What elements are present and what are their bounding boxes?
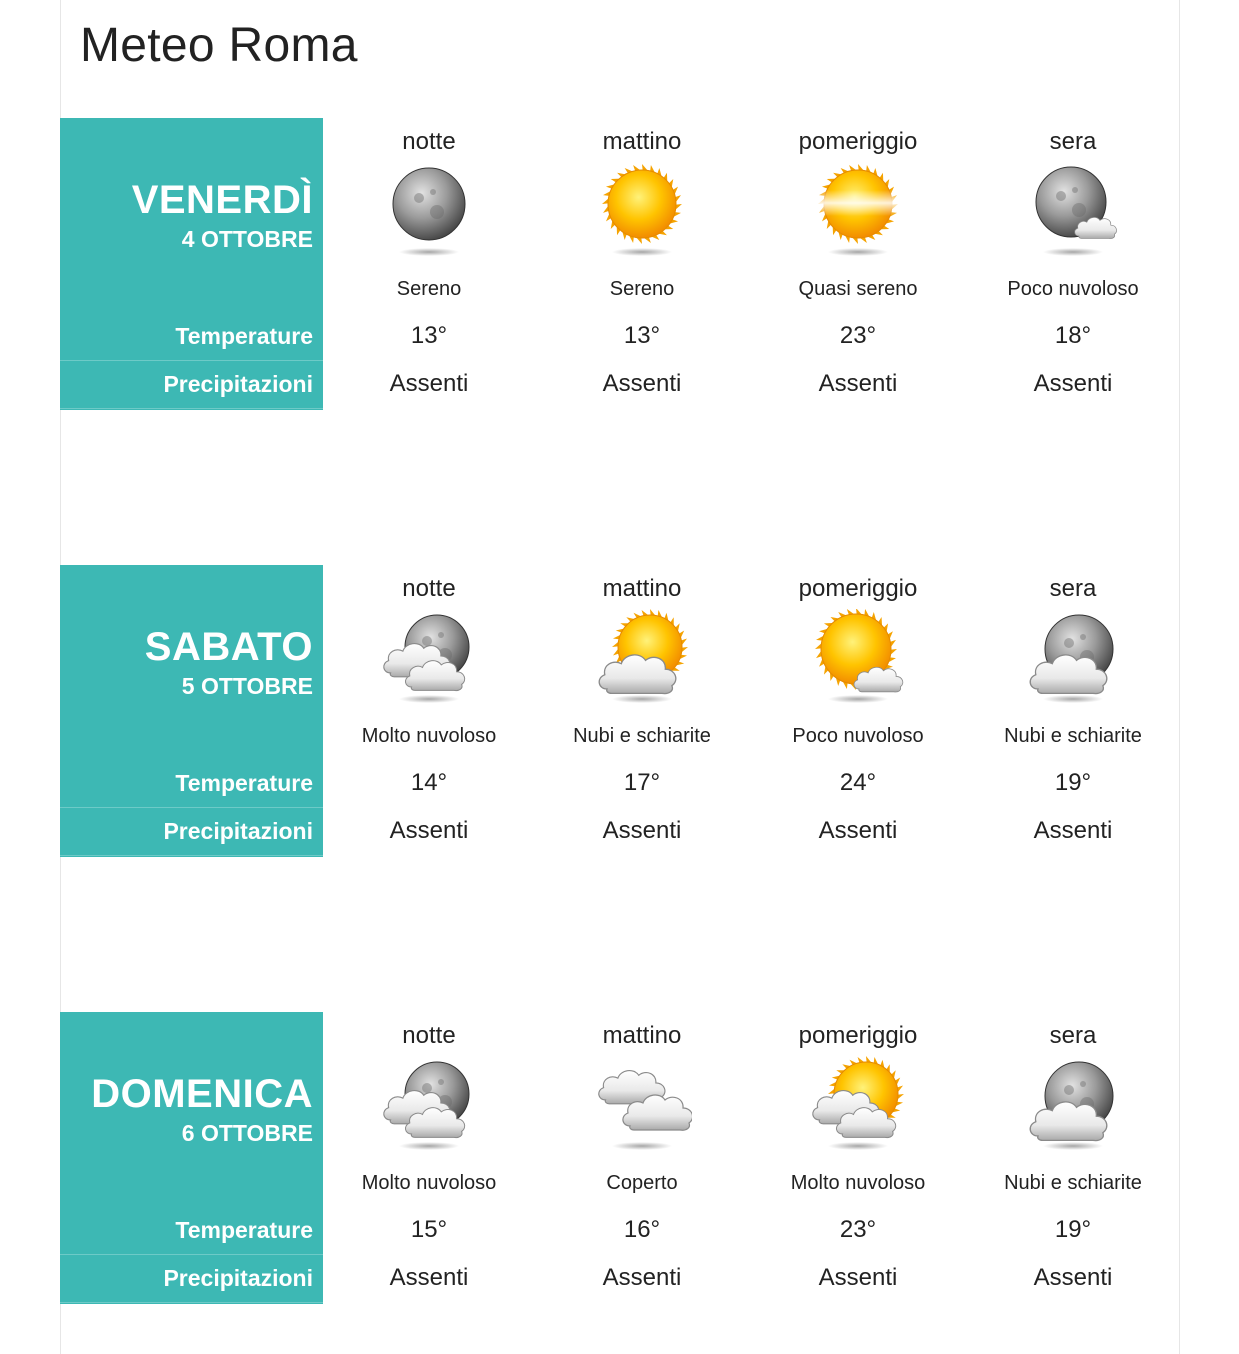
weather-description: Molto nuvoloso (361, 725, 497, 747)
temperature-value: 13° (410, 322, 448, 349)
period-column-notte (324, 565, 534, 857)
precipitation-value: Assenti (389, 817, 469, 844)
period-column-pomeriggio (753, 118, 963, 410)
day-forecast (60, 1012, 1180, 1304)
temperature-value: 15° (410, 1216, 448, 1243)
precipitation-value: Assenti (602, 370, 682, 397)
period-column-sera (968, 1012, 1178, 1304)
temperature-label: Temperature (175, 1217, 313, 1243)
temperature-value: 23° (839, 1216, 877, 1243)
day-header-panel (60, 118, 323, 410)
moon-cloud-icon (1023, 609, 1123, 705)
moon-small-cloud-icon (1023, 162, 1123, 258)
sun-cloud-icon (592, 609, 692, 705)
sun-small-cloud-icon (808, 609, 908, 705)
temperature-value: 13° (623, 322, 661, 349)
precipitation-value: Assenti (1033, 817, 1113, 844)
weather-description: Nubi e schiarite (1004, 725, 1142, 747)
temperature-value: 19° (1054, 1216, 1092, 1243)
weather-description: Poco nuvoloso (792, 725, 924, 747)
period-column-sera (968, 118, 1178, 410)
period-name: sera (1049, 128, 1097, 155)
precipitation-value: Assenti (818, 370, 898, 397)
precipitation-value: Assenti (818, 817, 898, 844)
period-name: sera (1049, 1022, 1097, 1049)
day-name: VENERDÌ (131, 178, 313, 222)
period-column-notte (324, 1012, 534, 1304)
divider (60, 807, 323, 808)
divider (60, 1302, 323, 1303)
sun-icon (592, 162, 692, 258)
day-forecast (60, 565, 1180, 857)
precipitation-value: Assenti (389, 1264, 469, 1291)
weather-description: Molto nuvoloso (790, 1172, 926, 1194)
weather-description: Poco nuvoloso (1007, 278, 1139, 300)
period-column-mattino (537, 1012, 747, 1304)
period-column-mattino (537, 118, 747, 410)
temperature-value: 23° (839, 322, 877, 349)
weather-description: Nubi e schiarite (573, 725, 711, 747)
period-name: mattino (602, 1022, 682, 1049)
period-column-sera (968, 565, 1178, 857)
period-column-notte (324, 118, 534, 410)
precipitation-value: Assenti (1033, 370, 1113, 397)
day-header-panel (60, 565, 323, 857)
precipitation-value: Assenti (389, 370, 469, 397)
period-name: pomeriggio (798, 1022, 918, 1049)
day-date: 6 OTTOBRE (181, 1120, 313, 1146)
precipitation-label: Precipitazioni (163, 818, 313, 844)
temperature-label: Temperature (175, 323, 313, 349)
period-name: pomeriggio (798, 128, 918, 155)
precipitation-value: Assenti (602, 1264, 682, 1291)
weather-description: Quasi sereno (798, 278, 918, 300)
temperature-value: 18° (1054, 322, 1092, 349)
sun-clouds-icon (808, 1056, 908, 1152)
period-name: notte (402, 575, 456, 602)
period-name: sera (1049, 575, 1097, 602)
precipitation-label: Precipitazioni (163, 1265, 313, 1291)
temperature-label: Temperature (175, 770, 313, 796)
divider (60, 360, 323, 361)
period-name: pomeriggio (798, 575, 918, 602)
divider (60, 855, 323, 856)
weather-description: Nubi e schiarite (1004, 1172, 1142, 1194)
period-name: notte (402, 128, 456, 155)
weather-description: Sereno (396, 278, 462, 300)
precipitation-label: Precipitazioni (163, 371, 313, 397)
temperature-value: 24° (839, 769, 877, 796)
period-column-mattino (537, 565, 747, 857)
divider (60, 1254, 323, 1255)
precipitation-value: Assenti (818, 1264, 898, 1291)
moon-icon (379, 162, 479, 258)
precipitation-value: Assenti (602, 817, 682, 844)
day-date: 5 OTTOBRE (181, 673, 313, 699)
period-name: mattino (602, 128, 682, 155)
day-forecast (60, 118, 1180, 410)
temperature-value: 16° (623, 1216, 661, 1243)
moon-clouds-icon (379, 1056, 479, 1152)
precipitation-value: Assenti (1033, 1264, 1113, 1291)
clouds-icon (592, 1056, 692, 1152)
weather-description: Sereno (609, 278, 675, 300)
temperature-value: 14° (410, 769, 448, 796)
weather-description: Molto nuvoloso (361, 1172, 497, 1194)
period-name: mattino (602, 575, 682, 602)
hazy-sun-icon (808, 162, 908, 258)
period-column-pomeriggio (753, 1012, 963, 1304)
temperature-value: 17° (623, 769, 661, 796)
weather-description: Coperto (606, 1172, 678, 1194)
page-title: Meteo Roma (80, 19, 358, 72)
moon-cloud-icon (1023, 1056, 1123, 1152)
period-name: notte (402, 1022, 456, 1049)
day-name: SABATO (144, 625, 313, 669)
day-name: DOMENICA (91, 1072, 313, 1116)
day-header-panel (60, 1012, 323, 1304)
day-date: 4 OTTOBRE (181, 226, 313, 252)
temperature-value: 19° (1054, 769, 1092, 796)
period-column-pomeriggio (753, 565, 963, 857)
moon-clouds-icon (379, 609, 479, 705)
divider (60, 408, 323, 409)
